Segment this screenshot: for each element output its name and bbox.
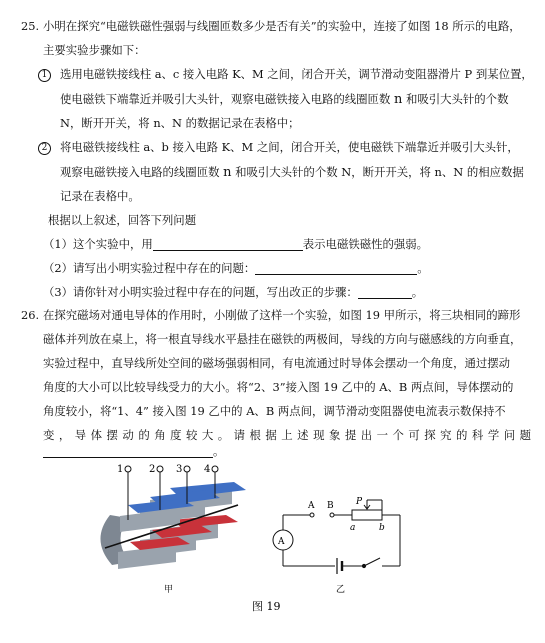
- step1-line2: 使电磁铁下端靠近并吸引大头针，观察电磁铁接入电路的线圈匝数 n 和吸引大头针的个数: [60, 92, 509, 107]
- q26-line6: 变，导体摆动的角度较大。请根据上述现象提出一个可探究的科学问题: [43, 428, 531, 442]
- step1-line1: 选用电磁铁接线柱 a、c 接入电路 K、M 之间，闭合开关，调节滑动变阻器滑片 P 到某位置，: [60, 67, 533, 81]
- step2-marker: 2: [38, 140, 51, 155]
- svg-text:3: 3: [176, 464, 183, 475]
- q26-line4: 角度的大小可以比较导线受力的大小。将“2、3”接入图 19 乙中的 A、B 两点间，导体摆动的: [43, 380, 514, 394]
- q25-sub1: （1）这个实验中，用 表示电磁铁磁性的强弱。: [43, 237, 429, 251]
- q25-sub3: （3）请你针对小明实验过程中存在的问题，写出改正的步骤： 。: [43, 285, 424, 299]
- step2-line2: 观察电磁铁接入电路的线圈匝数 n 和吸引大头针的个数 N，断开开关，将 n、N 的相应数据: [60, 165, 524, 180]
- label-yi: 乙: [336, 585, 346, 595]
- q26-line2: 磁体并列放在桌上，将一根直导线水平悬挂在磁铁的两极间，导线的方向与磁感线的方向垂直，: [43, 332, 522, 346]
- q25-sub2: （2）请写出小明实验过程中存在的问题： 。: [43, 261, 429, 275]
- figure-caption: 图 19: [252, 600, 281, 613]
- step2-line1: 将电磁铁接线柱 a、b 接入电路 K、M 之间，闭合开关，使电磁铁下端靠近并吸引大头针，: [60, 140, 519, 154]
- rheostat-b-label: b: [379, 523, 385, 533]
- svg-text:1: 1: [117, 464, 124, 475]
- label-jia: 甲: [164, 585, 174, 595]
- q25-intro: 根据以上叙述，回答下列问题: [48, 213, 197, 227]
- q26-line1: 在探究磁场对通电导体的作用时，小刚做了这样一个实验，如图 19 甲所示，将三块相同的蹄形: [43, 308, 521, 322]
- svg-text:2: 2: [149, 464, 156, 475]
- rheostat-a-label: a: [350, 523, 356, 533]
- point-B-label: B: [327, 501, 334, 511]
- q26-line3: 实验过程中，直导线所处空间的磁场强弱相同，有电流通过时导体会摆动一个角度，通过摆动: [43, 356, 511, 370]
- terminal-1: [117, 464, 131, 520]
- step1-marker: 1: [38, 67, 51, 82]
- step1-line3: N，断开开关，将 n、N 的数据记录在表格中；: [60, 116, 300, 130]
- q25-text-line1: 小明在探究“电磁铁磁性强弱与线圈匝数多少是否有关”的实验中，连接了如图 18 所示的电路，: [43, 19, 521, 33]
- slider-P-label: P: [356, 497, 363, 507]
- q26-line7: 。: [43, 444, 224, 458]
- circuit-labels: [277, 497, 385, 595]
- q25-text-line2: 主要实验步骤如下：: [43, 43, 146, 57]
- q26-line5: 角度较小，将“1、4” 接入图 19 乙中的 A、B 两点间，调节滑动变阻器使电流表示数保持不: [43, 404, 506, 418]
- svg-text:4: 4: [204, 464, 211, 475]
- ammeter-label: A: [278, 537, 285, 547]
- q26-number: 26.: [21, 308, 40, 322]
- point-A-label: A: [308, 501, 315, 511]
- magnets-figure: [100, 464, 246, 595]
- q25-number: 25.: [21, 19, 40, 33]
- step2-line3: 记录在表格中。: [60, 189, 140, 203]
- circuit-figure: [273, 500, 400, 574]
- rheostat: [352, 510, 382, 520]
